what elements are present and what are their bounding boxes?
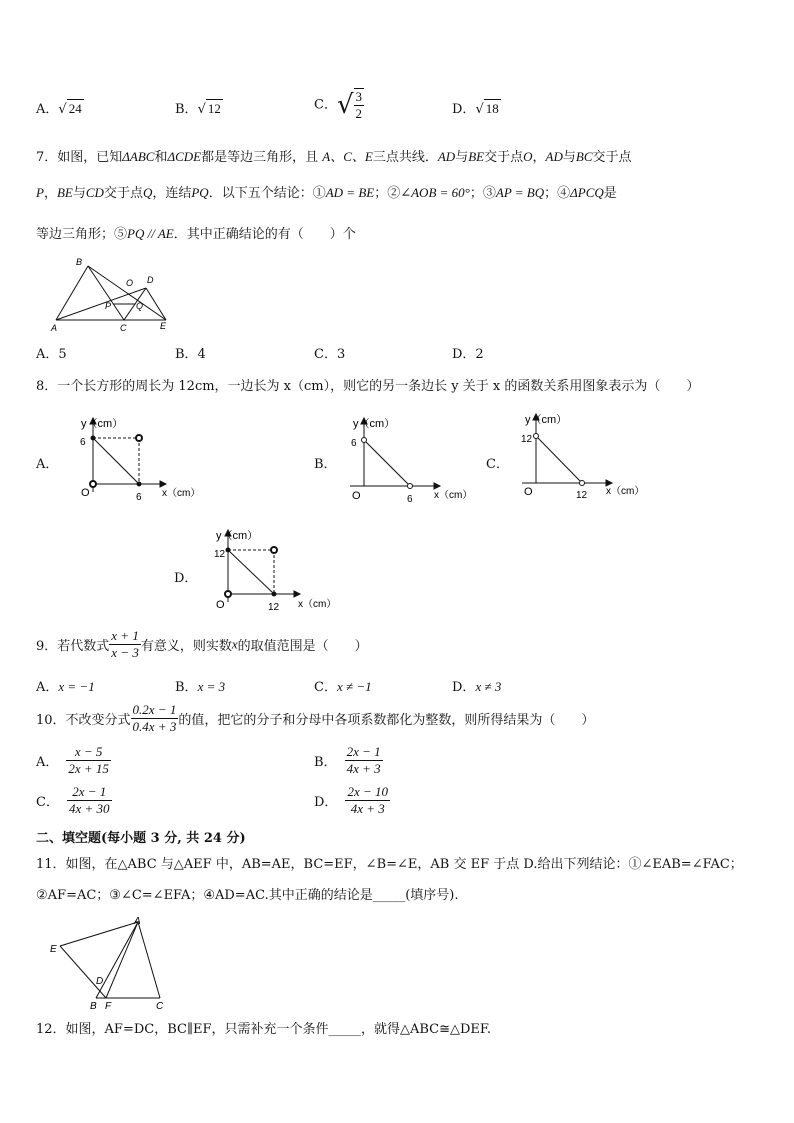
label-q: Q: [136, 301, 144, 311]
y-tick: 12: [521, 434, 533, 445]
x-tick: 12: [576, 490, 588, 500]
q8-option-c-letter: C．: [486, 457, 509, 472]
section-2-heading: 二、填空题(每小题 3 分, 共 24 分): [36, 831, 246, 846]
line-ab: [56, 266, 88, 320]
q9-option-b: B．x = 3: [175, 679, 226, 695]
q9-option-d: D．x ≠ 3: [452, 679, 502, 695]
q11-figure: [46, 914, 176, 1012]
graph-line: [364, 440, 410, 486]
y-tick: 6: [351, 438, 357, 449]
origin-label: O: [81, 487, 90, 499]
q7-figure: [46, 254, 176, 334]
q10-option-a: A． $\frac{x - 5}{2x + 15}$: [36, 744, 109, 776]
label-c: C: [120, 323, 127, 333]
y-tick: 6: [80, 437, 86, 448]
q9-option-c: C．x ≠ −1: [314, 679, 372, 695]
point-0-6: [91, 436, 96, 441]
point-12-0: [272, 592, 277, 597]
q7-line2: P，BE与CD交于点Q，连结PQ．以下五个结论：①AD = BE；②∠AOB = 60°；③AP = BQ；④ΔPCQ是: [36, 185, 617, 201]
q6-option-a: A．√ 24: [36, 101, 82, 117]
label-a: A: [51, 323, 58, 333]
x-arrow: [160, 481, 166, 487]
q10-option-b: B． $\frac{2x - 1}{4x + 3}$: [314, 744, 381, 776]
q7-line1: 7．如图，已知ΔABC和ΔCDE都是等边三角形，且 A、C、E三点共线．AD与BE交于点O，AD与BC交于点: [36, 149, 632, 165]
q7-option-c: C．3: [314, 347, 346, 362]
x-arrow: [294, 591, 300, 597]
q12-text: 12．如图，AF=DC，BC∥EF，只需补充一个条件_____，就得△ABC≅△DEF.: [36, 1022, 492, 1037]
line-af: [106, 922, 138, 998]
x-label: x（cm）: [606, 486, 645, 497]
line-bc: [88, 266, 124, 320]
label-c: C: [156, 1001, 164, 1012]
label-b: B: [90, 1001, 97, 1012]
origin-label: O: [352, 490, 361, 502]
x-label: x（cm）: [298, 599, 337, 610]
q8-text: 8．一个长方形的周长为 12cm，一边长为 x（cm），则它的另一条边长 y 关于 x 的函数关系用图象表示为（ ）: [36, 379, 700, 394]
line-be: [88, 266, 166, 320]
q10-option-d: D． $\frac{2x - 10}{4x + 3}$: [314, 784, 388, 816]
q9-option-a: A．x = −1: [36, 679, 95, 695]
q10-option-c: C． $\frac{2x - 1}{4x + 30}$: [36, 784, 110, 816]
q7-option-a: A．5: [36, 347, 67, 362]
x-tick: 12: [268, 602, 280, 613]
point-0-12: [226, 548, 231, 553]
label-o: O: [126, 278, 134, 288]
origin-label: O: [524, 486, 533, 498]
open-point-0-6: [362, 438, 367, 443]
label-f: F: [105, 1001, 112, 1012]
line-ef: [60, 946, 106, 998]
x-tick: 6: [136, 492, 142, 503]
x-label: x（cm）: [162, 488, 201, 499]
open-point-corner: [136, 435, 142, 441]
q7-option-d: D．2: [452, 347, 484, 362]
graph-line: [536, 436, 582, 483]
q8-option-a-letter: A．: [36, 457, 59, 472]
open-point-12-0: [580, 481, 585, 486]
label-e: E: [160, 321, 167, 331]
q8-graph-c: [516, 408, 656, 500]
label-e: E: [50, 944, 57, 955]
q8-graph-a: [72, 412, 222, 504]
q8-graph-d: [204, 524, 354, 616]
line-ac: [138, 922, 160, 998]
line-de: [146, 288, 166, 320]
x-arrow: [434, 483, 440, 489]
open-point-origin: [90, 481, 96, 487]
q7-line3: 等边三角形；⑤PQ // AE．其中正确结论的有（ ）个: [36, 226, 356, 242]
label-a: A: [134, 916, 141, 927]
q8-option-b-letter: B．: [314, 457, 337, 472]
graph-line: [93, 438, 139, 484]
open-point-6-0: [408, 484, 413, 489]
label-d: D: [96, 976, 104, 987]
q6-option-c: C．√ $\frac{3}{2}$: [314, 89, 363, 121]
q6-option-b: B．√ 12: [175, 101, 221, 117]
y-label: y（cm）: [81, 418, 124, 430]
y-label: y（cm）: [525, 414, 568, 426]
open-point-origin: [225, 591, 231, 597]
open-point-corner: [271, 547, 277, 553]
label-d: D: [147, 275, 154, 285]
label-b: B: [76, 257, 83, 267]
graph-line: [228, 550, 274, 594]
label-p: P: [105, 301, 112, 311]
y-tick: 12: [214, 549, 226, 560]
q9-stem: 9．若代数式 $\frac{x + 1}{x - 3}$ 有意义，则实数x的取值范围是（ ）: [36, 628, 368, 660]
x-label: x（cm）: [434, 490, 473, 501]
x-tick: 6: [407, 494, 413, 504]
q11-line2: ②AF=AC；③∠C=∠EFA；④AD=AC.其中正确的结论是_____(填序号).: [36, 888, 459, 903]
y-label: y（cm）: [216, 530, 259, 542]
q10-stem: 10．不改变分式 $\frac{0.2x - 1}{0.4x + 3}$ 的值，把它的分子和分母中各项系数都化为整数，则所得结果为（ ）: [36, 702, 595, 734]
q8-graph-b: [344, 412, 484, 504]
q7-option-b: B．4: [175, 347, 206, 362]
open-point-0-12: [534, 434, 539, 439]
origin-label: O: [216, 599, 225, 611]
q11-line1: 11．如图，在△ABC 与△AEF 中，AB=AE，BC=EF，∠B=∠E，AB 交 EF 于点 D.给出下列结论：①∠EAB=∠FAC；: [36, 857, 743, 872]
point-6-0: [137, 482, 142, 487]
y-label: y（cm）: [353, 418, 396, 430]
q6-option-d: D．√ 18: [452, 101, 499, 117]
q8-option-d-letter: D．: [174, 571, 198, 586]
